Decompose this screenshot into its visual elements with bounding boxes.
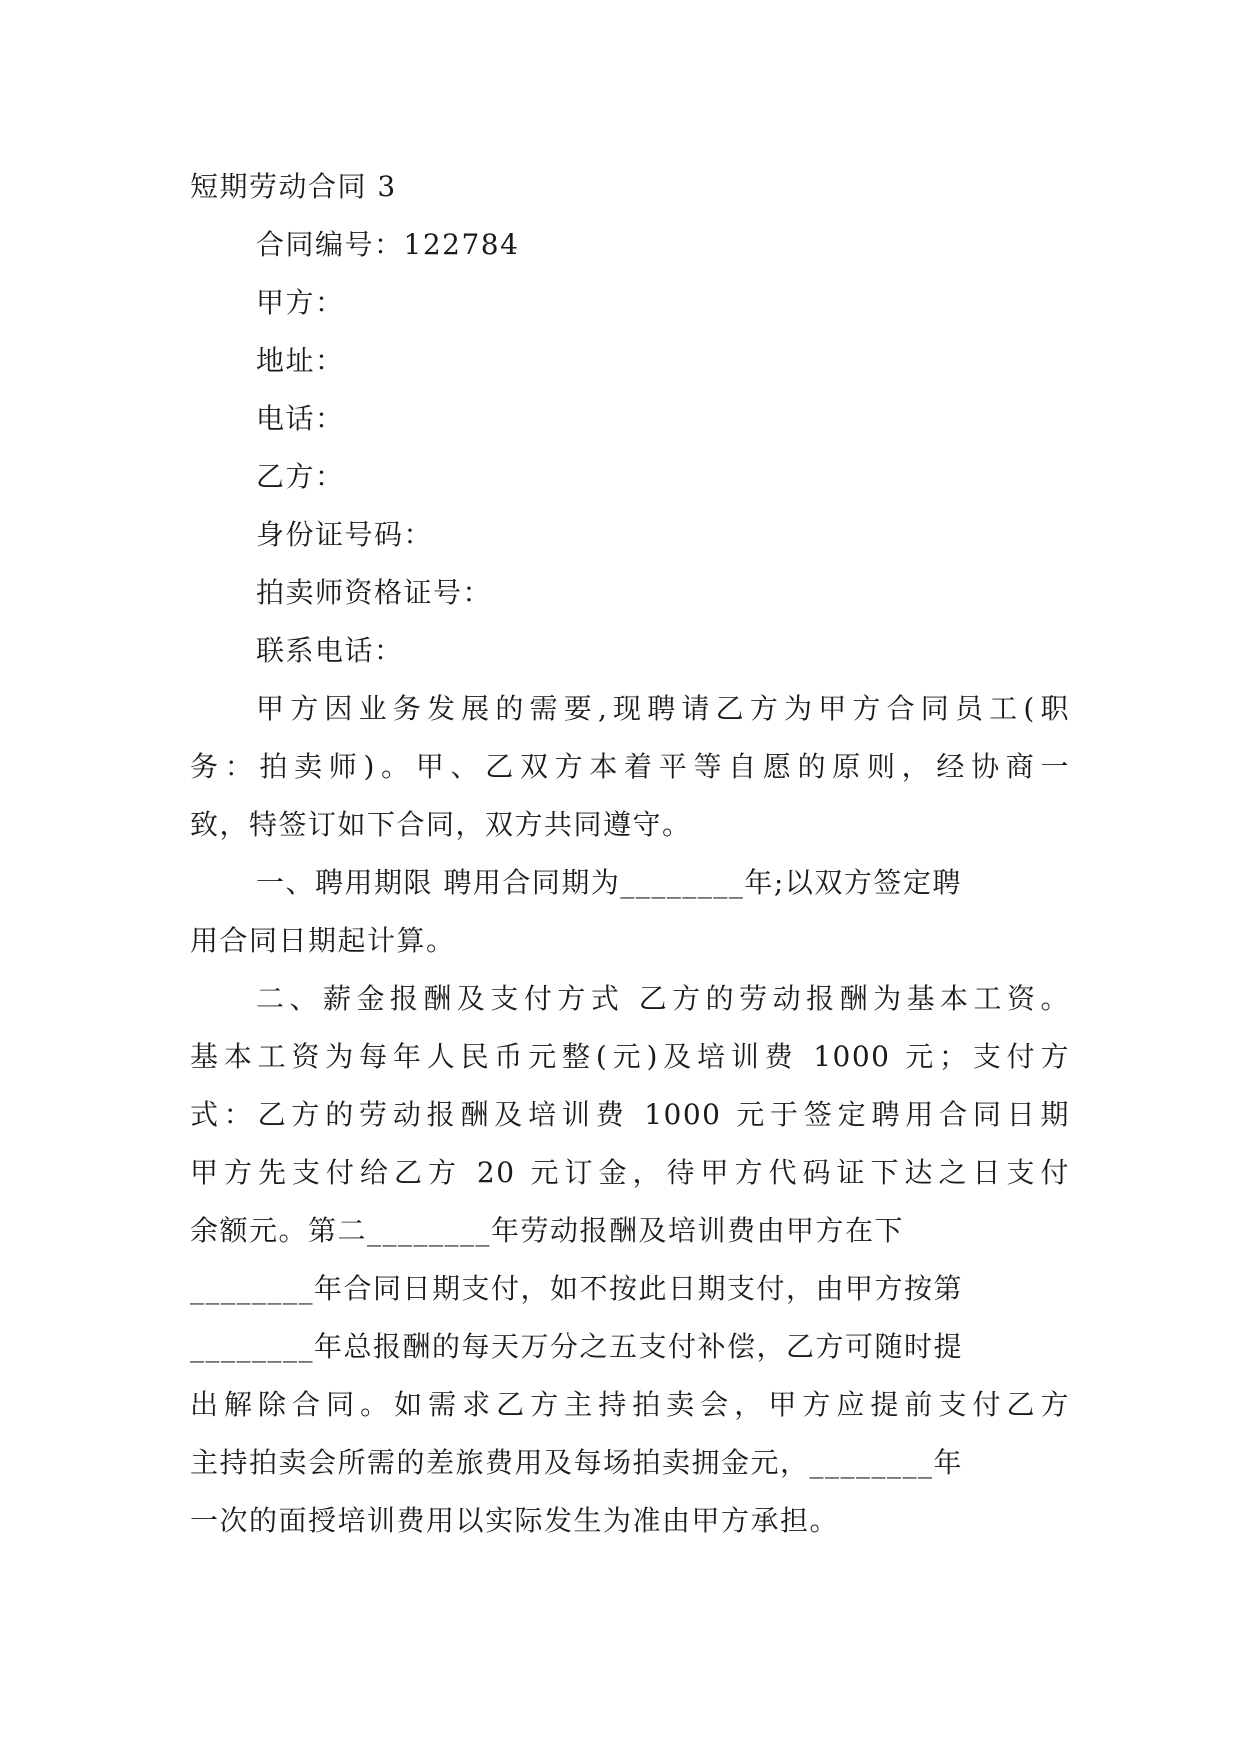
section-term-text: 一、聘用期限 聘用合同期为 (256, 866, 621, 899)
salary-text: 年 (933, 1446, 964, 1479)
salary-line (190, 1318, 1070, 1376)
section-salary (190, 970, 1070, 1550)
salary-line: 基本工资为每年人民币元整(元)及培训费 1000 元；支付方 (190, 1040, 1070, 1073)
salary-text: 年劳动报酬及培训费由甲方在下 (491, 1214, 905, 1247)
section-term-line (256, 854, 1070, 912)
intro-line: 务：拍卖师)。甲、乙双方本着平等自愿的原则，经协商一 (190, 750, 1070, 783)
section-term-text: 年;以双方签定聘 (744, 866, 962, 899)
salary-line: 一次的面授培训费用以实际发生为准由甲方承担。 (190, 1504, 840, 1537)
salary-line: 甲方先支付给乙方 20 元订金，待甲方代码证下达之日支付 (190, 1156, 1070, 1189)
blank-line: ________ (367, 1214, 492, 1247)
salary-line: 式：乙方的劳动报酬及培训费 1000 元于签定聘用合同日期 (190, 1098, 1070, 1131)
intro-line: 致，特签订如下合同，双方共同遵守。 (190, 808, 692, 841)
field-phone: 电话： (256, 402, 345, 435)
salary-line: 二、薪金报酬及支付方式 乙方的劳动报酬为基本工资。 (256, 982, 1070, 1015)
salary-line (190, 1434, 1070, 1492)
field-party-a: 甲方： (256, 286, 345, 319)
field-auctioneer-cert: 拍卖师资格证号： (256, 576, 493, 609)
field-address: 地址： (256, 344, 345, 377)
salary-line (190, 1260, 1070, 1318)
salary-line: 出解除合同。如需求乙方主持拍卖会，甲方应提前支付乙方 (190, 1388, 1070, 1421)
section-term (190, 854, 1070, 970)
section-term-line: 用合同日期起计算。 (190, 924, 456, 957)
field-party-b: 乙方： (256, 460, 345, 493)
intro-paragraph (190, 680, 1070, 854)
document-title: 短期劳动合同 3 (190, 170, 397, 203)
field-contact-phone: 联系电话： (256, 634, 404, 667)
field-contract-number: 合同编号：122784 (256, 228, 520, 261)
blank-line: ________ (190, 1330, 314, 1363)
salary-text: 主持拍卖会所需的差旅费用及每场拍卖拥金元， (190, 1446, 810, 1479)
salary-text: 年合同日期支付，如不按此日期支付，由甲方按第 (314, 1272, 964, 1305)
field-id-number: 身份证号码： (256, 518, 434, 551)
document-body (190, 158, 1070, 1550)
blank-line: ________ (809, 1446, 934, 1479)
blank-line: ________ (620, 866, 745, 899)
salary-line (190, 1202, 1070, 1260)
salary-text: 余额元。第二 (190, 1214, 368, 1247)
salary-text: 年总报酬的每天万分之五支付补偿，乙方可随时提 (314, 1330, 964, 1363)
intro-line: 甲方因业务发展的需要,现聘请乙方为甲方合同员工(职 (256, 692, 1070, 725)
blank-line: ________ (190, 1272, 314, 1305)
